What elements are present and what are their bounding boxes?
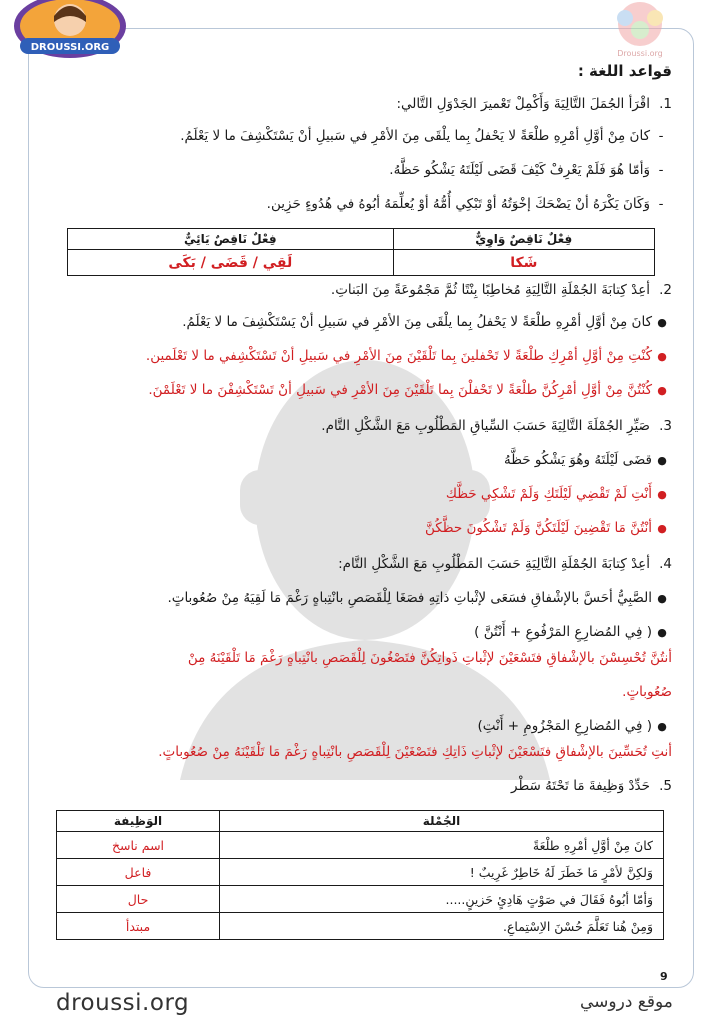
q2-instruction: 2.أعِدْ كِتابَةَ الجُمْلَةِ التَّالِيَةِ مُخاطِبًا بِنْتًا ثُمَّ مَجْمُوعَةً مِنَ البَناتِ. bbox=[330, 282, 672, 298]
header-yai: فِعْلٌ نَاقِصٌ يَائِيٌّ bbox=[68, 229, 394, 250]
row-function: حال bbox=[57, 886, 220, 913]
svg-text:DROUSSI.ORG: DROUSSI.ORG bbox=[30, 42, 110, 53]
q2-answer-2: ●كُنْتُنَّ مِنْ أوَّلِ أمْرِكُنَّ طلْعَةً لا تَحْفلْنَ بِما تَلْقَيْنَ مِنَ الأمْرِ في سَبيلِ أنْ تَسْتَكْشِفْنَ ما لا تَعْلَمْنَ. bbox=[148, 382, 667, 398]
header-function: الوَظِيفة bbox=[57, 811, 220, 832]
q4-case2-answer: أنتِ تُحَسِّينَ بالإشْفاقِ فتَسْعَيْنَ لإثْباتِ ذَاتِكِ فتَصْغَيْنَ لِلْقَصَصِ بانْتِباهٍ رَغْمَ مَا تَلْقَيْنَهُ مِنْ صُعُوباتٍ. bbox=[158, 744, 672, 760]
q4-case1-answer-cont: صُعُوباتٍ. bbox=[622, 684, 672, 700]
section-title: قواعد اللغة : bbox=[577, 62, 672, 80]
row-function: مبتدأ bbox=[57, 913, 220, 940]
q3-answer-2: ●أنْتُنَّ مَا تَقْضِينَ لَيْلَتَكُنَّ وَلَمْ تَشْكُونَ حظَّكُنَّ bbox=[425, 520, 667, 536]
q2-sentence: ●كانَ مِنْ أوَّلِ أمْرِهِ طلْعَةً لا يَحْفلُ بِما يلْقَى مِنَ الأمْرِ في سَبيلِ أنْ يَسْتَكْشِفَ ما لا يَعْلَمُ. bbox=[182, 314, 667, 330]
droussi-logo-faded bbox=[585, 0, 695, 62]
q3-instruction: 3.صَيِّرِ الجُمْلَةَ التَّالِيَةَ حَسَبَ السِّياقِ المَطْلُوبِ مَعَ الشَّكْلِ التَّام. bbox=[321, 418, 672, 434]
droussi-logo bbox=[0, 0, 130, 62]
table-row bbox=[57, 913, 664, 940]
q1-sentence-3: -وَكَانَ يَكْرَهُ أنْ يَضْحَكَ إخْوَتُهُ أوْ تَبْكِي أُمُّهُ أوْ يُعلِّمَهُ أبُوهُ في هُدُوءٍ حَزِين. bbox=[266, 196, 664, 212]
q1-instruction: 1.اقْرَأ الجُمَلَ التَّالِيَةَ وَأَكْمِلْ تَعْميرَ الجَدْوَلِ التَّالي: bbox=[396, 96, 672, 112]
q4-case1-answer: أنتُنَّ تُحْسِسْنَ بالإشْفاقِ فتَسْعَيْنَ لإثْباتِ ذَواتِكُنَّ فتَصْغُونَ لِلْقَصَصِ بانْتِباهٍ رَغْمَ مَا تَلْقَيْنَهُ مِنْ bbox=[187, 650, 672, 666]
q5-table bbox=[56, 810, 664, 940]
footer-site-name: موقع دروسي bbox=[580, 992, 673, 1012]
q3-sentence: ●قضَى لَيْلَتَهُ وهُوَ يَشْكُو حَظَّهُ bbox=[503, 452, 667, 468]
row-function: اسم ناسخ bbox=[57, 832, 220, 859]
answer-wawi: شَكا bbox=[393, 250, 654, 276]
row-function: فاعل bbox=[57, 859, 220, 886]
header-wawi: فِعْلٌ نَاقِصٌ وَاوِيٌّ bbox=[393, 229, 654, 250]
page-number: 9 bbox=[660, 970, 668, 983]
q4-sentence: ●الصَّبِيُّ أحَسَّ بالإشْفاقِ فسَعَى لإثْباتِ ذاتِهِ فصَغَا لِلْقَصَصِ بانْتِباهٍ رَغْمَ مَا لَقِيَهُ مِنْ صُعُوباتٍ. bbox=[167, 590, 667, 606]
row-sentence: وَمِنْ هُنا تَعَلَّمَ حُسْنَ الاِسْتِماعِ. bbox=[220, 913, 664, 940]
row-sentence: وَأمّا أبُوهُ فَقَالَ في صَوْتٍ هَادِئٍ حَزينٍ..... bbox=[220, 886, 664, 913]
q5-instruction: 5.حَدِّدْ وَظِيفةَ مَا تَحْتَهُ سَطْر bbox=[511, 778, 672, 794]
q4-case2-label: ●( فِي المُضارِعِ المَجْزُومِ + أَنْتِ) bbox=[477, 718, 667, 734]
q4-case1-label: ●( فِي المُضارِعِ المَرْفُوعِ + أَنْتُنَّ ) bbox=[474, 624, 667, 640]
q1-table bbox=[67, 228, 655, 276]
svg-text:Droussi.org: Droussi.org bbox=[617, 49, 663, 58]
q1-sentence-1: -كانَ مِنْ أوَّلِ أمْرِهِ طلْعَةً لا يَحْفلُ بِما يلْقَى مِنَ الأمْرِ في سَبيلِ أنْ يَسْتَكْشِفَ ما لا يَعْلَمُ. bbox=[180, 128, 664, 144]
answer-yai: لَقِي / قَضَى / بَكَى bbox=[68, 250, 394, 276]
q4-instruction: 4.أعِدْ كِتابَةَ الجُمْلَةِ التَّالِيَةِ حَسَبَ المَطْلُوبِ مَعَ الشَّكْلِ التَّام: bbox=[338, 556, 672, 572]
q1-sentence-2: -وَأمّا هُوَ فَلَمْ يَعْرِفْ كَيْفَ قَضَى لَيْلَتَهُ يَشْكُو حَظَّهُ. bbox=[389, 162, 664, 178]
q2-answer-1: ●كُنْتِ مِنْ أوَّلِ أمْرِكِ طلْعَةً لا تَحْفلينَ بِما تَلْقَيْنَ مِنَ الأمْرِ في سَبيلِ أنْ تَسْتَكْشِفي ما لا تَعْلَمين. bbox=[145, 348, 667, 364]
row-sentence: وَلكِنَّ لأمْرٍ مَا خَطَرَ لَهُ خَاطِرٌ غَرِيبٌ ! bbox=[220, 859, 664, 886]
table-row bbox=[57, 886, 664, 913]
table-row bbox=[57, 832, 664, 859]
header-sentence: الجُمْلة bbox=[220, 811, 664, 832]
table-row bbox=[57, 859, 664, 886]
footer-site-link[interactable]: droussi.org bbox=[56, 990, 190, 1016]
row-sentence: كانَ مِنْ أوَّلِ أمْرِهِ طلْعَةً bbox=[220, 832, 664, 859]
q3-answer-1: ●أَنْتِ لَمْ تَقْضِي لَيْلَتَكِ وَلَمْ تَشْكِي حَظَّكِ bbox=[445, 486, 667, 502]
